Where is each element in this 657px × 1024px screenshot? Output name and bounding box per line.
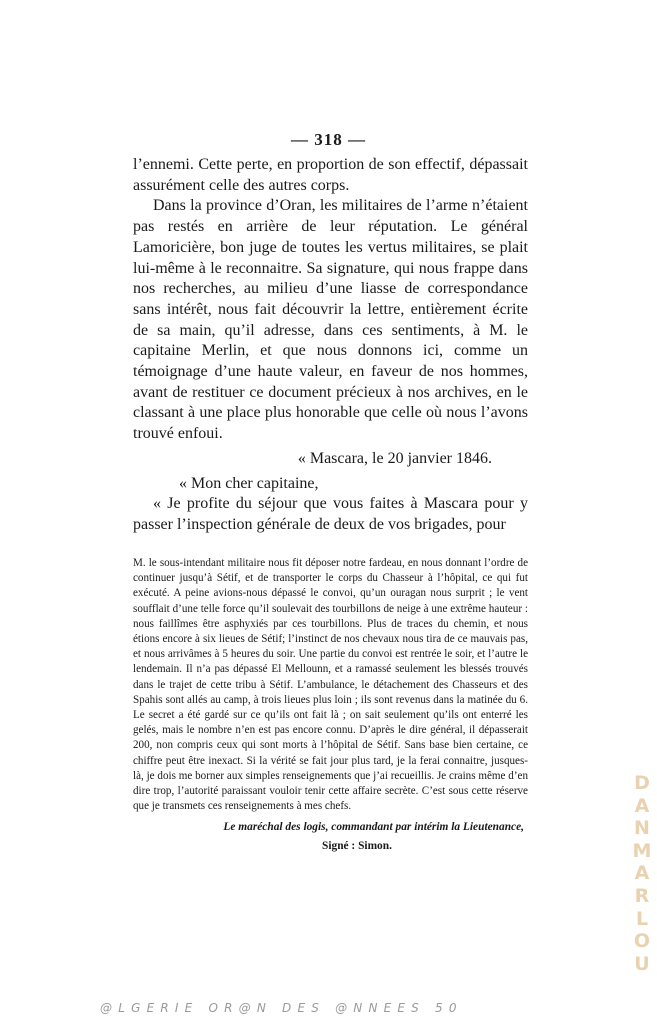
- watermark-letter: A: [634, 862, 650, 885]
- letter-dateline: « Mascara, le 20 janvier 1846.: [297, 449, 492, 467]
- watermark-letter: M: [632, 839, 652, 862]
- footnote-signature: Signé : Simon.: [322, 839, 392, 852]
- watermark-letter: U: [634, 952, 650, 975]
- watermark-letter: A: [634, 794, 650, 817]
- footnote-signature-line: Le maréchal des logis, commandant par intérim la Lieutenance,: [223, 821, 524, 834]
- watermark-letter: O: [633, 930, 651, 953]
- paragraph-2: Dans la province d’Oran, les militaires de l’arme n’étaient pas restés en arrière de leur réputation. Le général Lamoricière, bon juge de toutes les vertus militaires, se plait lui-même à le reconnaitre. Sa signature, qui nous frappe dans nos recherches, au milieu d’une liasse de correspondance sans intérêt, nous fait découvrir la lettre, entièrement écrite de sa main, qu’il adresse, dans ces sentiments, à M. le capitaine Merlin, et que nous donnons ici, comme un témoignage d’une haute valeur, en faveur de nos hommes, avant de restituer ce document précieux à nos archives, en le classant à une place plus honorable que celle où nous l’avons trouvé enfoui.: [133, 197, 528, 443]
- watermark-letter: L: [635, 907, 649, 930]
- vertical-watermark: [627, 772, 657, 975]
- footnote: [133, 556, 528, 854]
- footnote-text: M. le sous-intendant militaire nous fit déposer notre fardeau, en nous donnant l’ordre de continuer jusqu’à Sétif, et de transporter le corps du Chasseur à l’hôpital, ce qui fut exécuté. A peine avions-nous dépassé le convoi, qu’un ouragan nous surprit ; le vent soufflait d’une telle force qu’il soulevait des tourbillons de neige à une extrême hauteur : nous faillîmes être asphyxiés par ces tourbillons. Plus de traces du chemin, et nous étions encore à six lieues de Sétif; l’instinct de nos chevaux nous tira de ce mauvais pas, et nous arrivâmes à 5 heures du soir. Une partie du convoi est rentrée le soir, et l’autre le lendemain. Il n’a pas dépassé El Mellounn, et a ramassé seulement les blessés trouvés dans le trajet de cette tribu à Sétif. L’ambulance, le détachement des Chasseurs et des Spahis sont allés au camp, à trois lieues plus loin ; ils sont revenus dans la matinée du 6. Le secret a été gardé sur ce qu’ils ont fait là ; on sait seulement qu’ils ont enterré les gelés, mais le nombre n’en est pas encore connu. D’après le dire général, il dépasserait 200, non compris ceux qui sont morts à l’hôpital de Sétif. Sans base bien certaine, ce chiffre peut être inexact. Si la vérité se fait jour plus tard, je la ferai connaitre, jusques-là, je dois me borner aux simples renseignements que j’ai recueillis. Je crains même d’en dire trop, l’autorité paraissant vouloir tenir cette affaire secrète. C’est sous cette réserve que je transmets ces renseignements à mes chefs.: [133, 557, 528, 813]
- watermark-letter: D: [634, 772, 650, 794]
- page-number: — 318 —: [291, 130, 366, 149]
- paragraph-1: l’ennemi. Cette perte, en proportion de son effectif, dépassait assurément celle des autres corps.: [133, 156, 528, 194]
- watermark-letter: N: [634, 817, 650, 840]
- body-text: [133, 155, 528, 536]
- footer-watermark: @LGERIE OR@N DES @NNEES 50: [100, 1001, 463, 1015]
- letter-salutation: « Mon cher capitaine,: [179, 474, 319, 492]
- letter-start: « Je profite du séjour que vous faites à Mascara pour y passer l’inspection générale de deux de vos brigades, pour: [133, 495, 528, 533]
- watermark-letter: R: [634, 884, 650, 907]
